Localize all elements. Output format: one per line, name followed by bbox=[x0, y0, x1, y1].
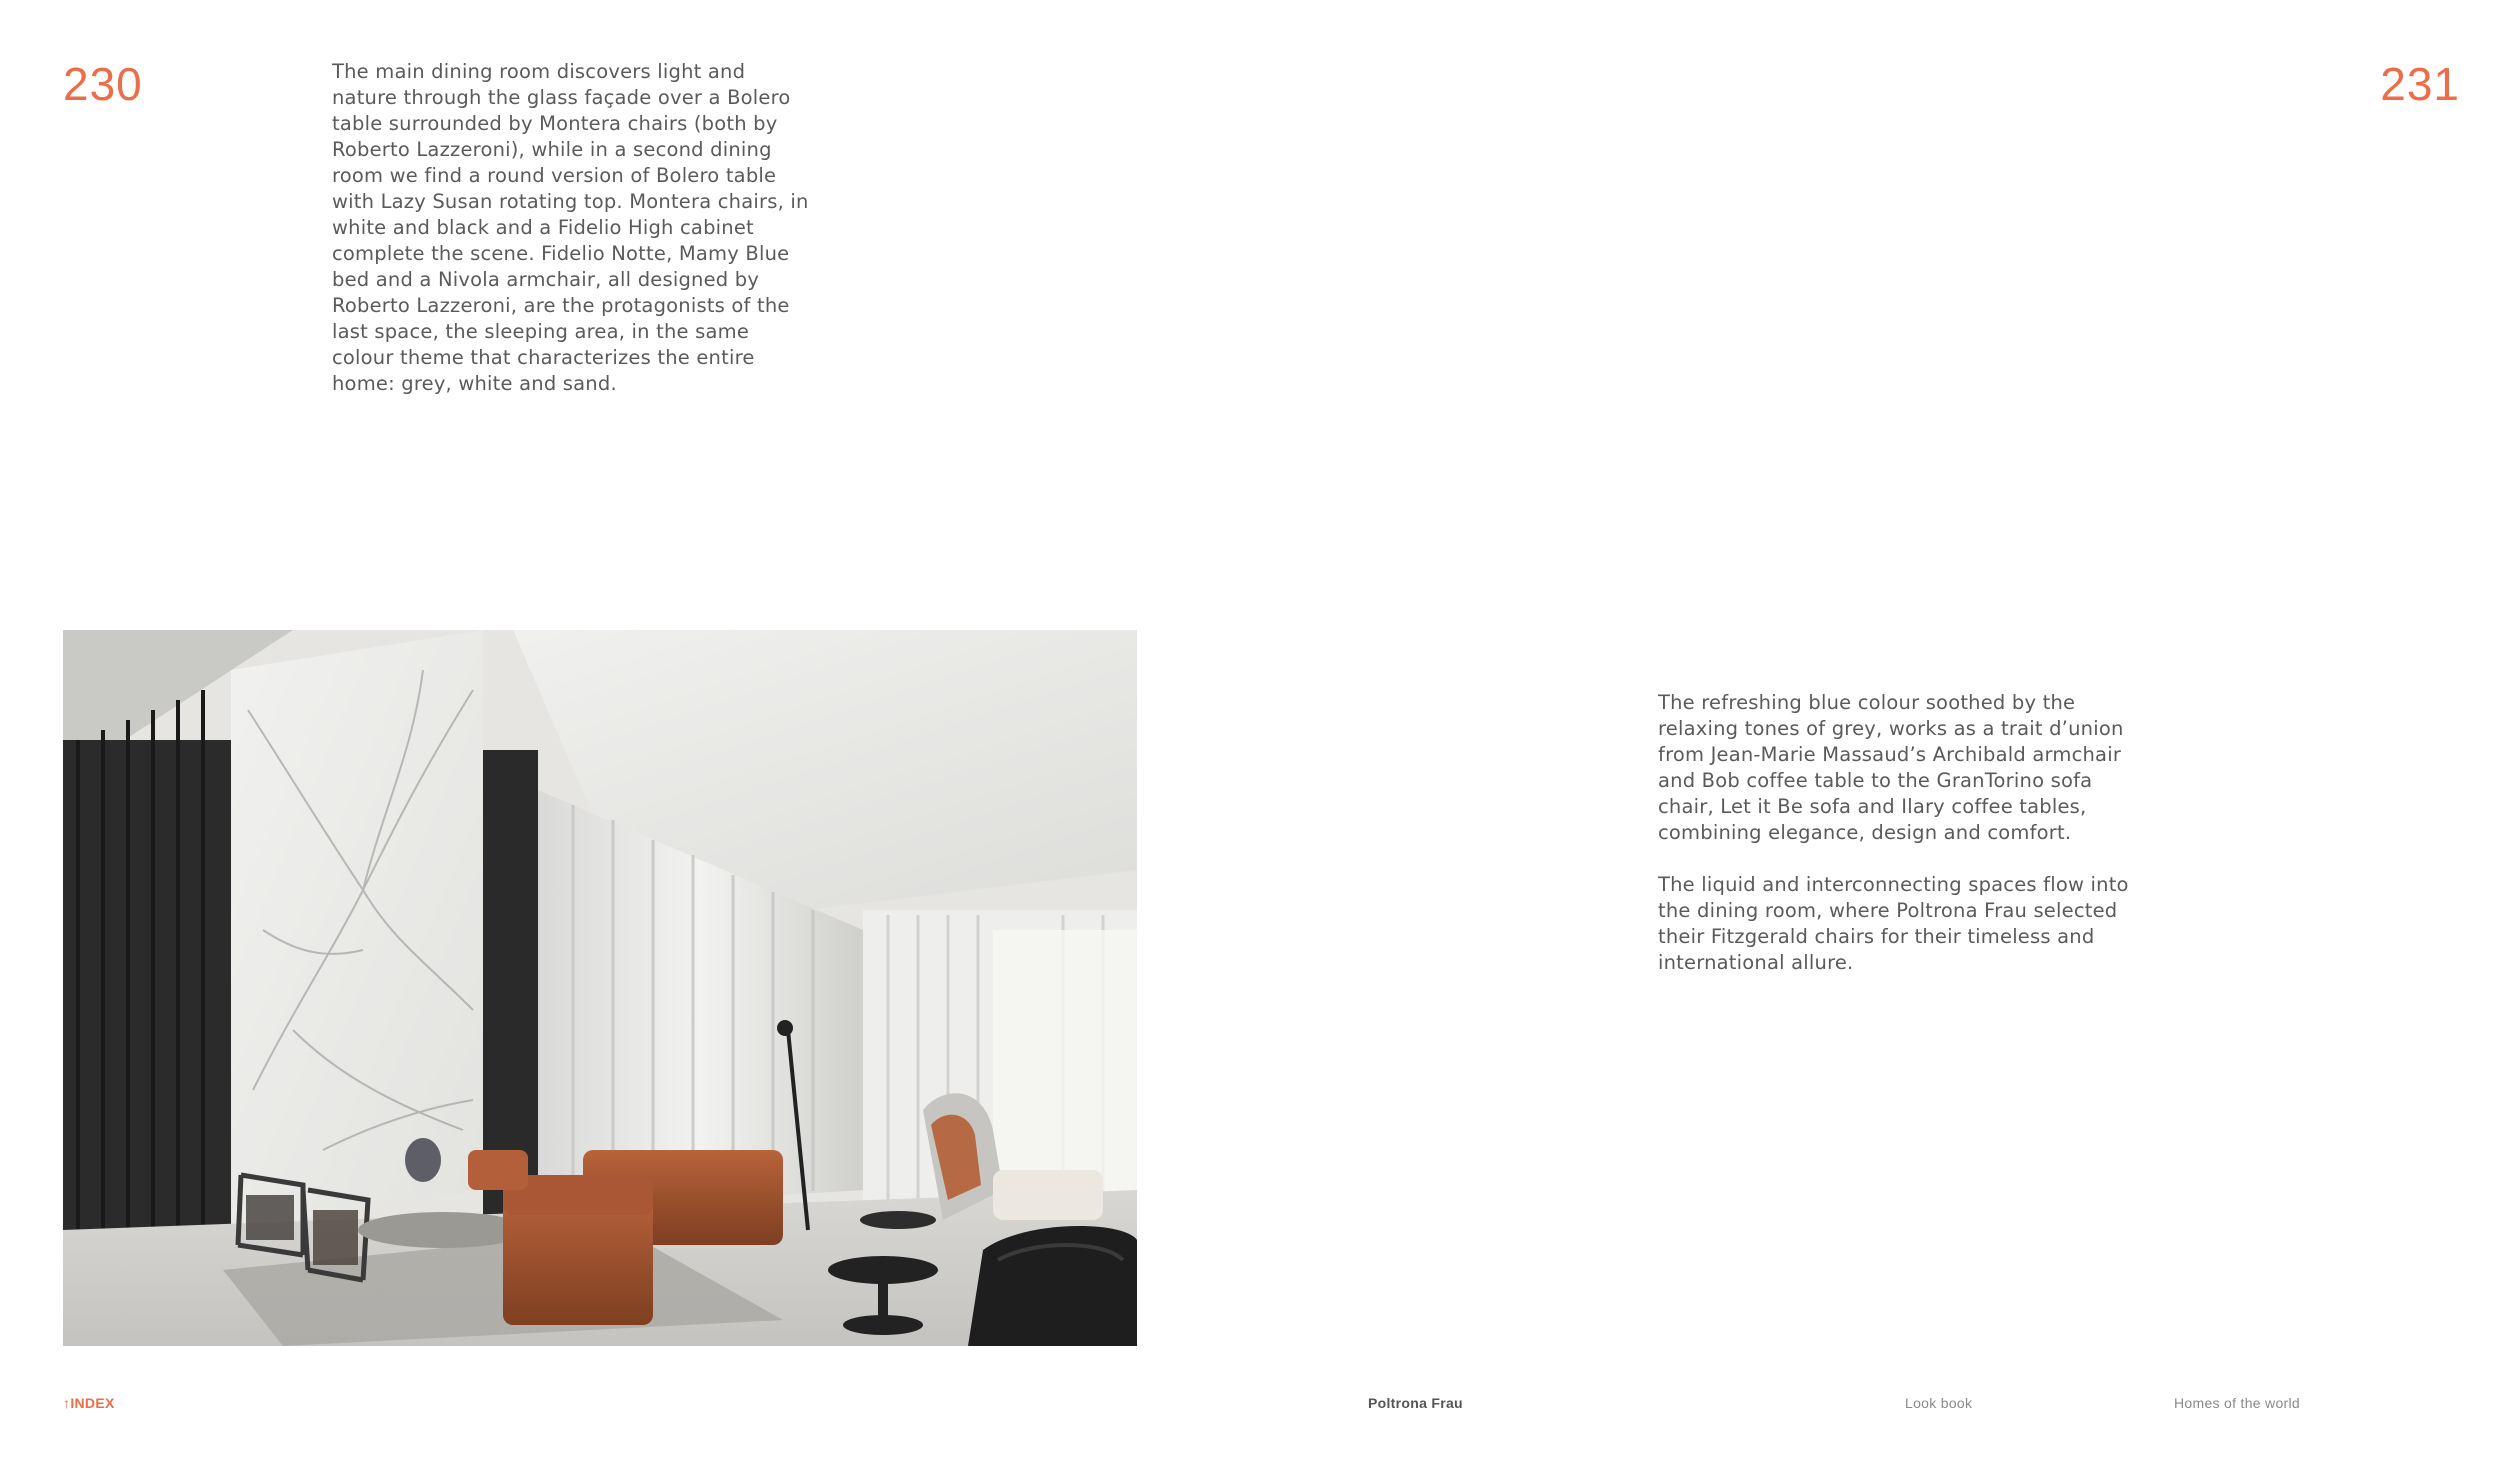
right-column-text bbox=[1658, 690, 2148, 1002]
right-paragraph-1: The refreshing blue colour soothed by the relaxing tones of grey, works as a trait d’union from Jean-Marie Massaud’s Archibald armchair and Bob coffee table to the GranTorino sofa chair, Let it Be sofa and Ilary coffee tables, combining elegance, design and comfort. bbox=[1658, 691, 2124, 844]
footer-chapter: Homes of the world bbox=[2174, 1395, 2301, 1411]
footer-section: Look book bbox=[1905, 1395, 1973, 1411]
page-number-left: 230 bbox=[63, 58, 143, 110]
living-room-photo bbox=[63, 630, 1137, 1346]
index-link[interactable] bbox=[63, 1394, 115, 1412]
index-label: INDEX bbox=[70, 1395, 115, 1411]
intro-paragraph: The main dining room discovers light and nature through the glass façade over a Bolero table surrounded by Montera chairs (both by Roberto Lazzeroni), while in a second dining room we find a round version of Bolero table with Lazy Susan rotating top. Montera chairs, in white and black and a Fidelio High cabinet complete the scene. Fidelio Notte, Mamy Blue bed and a Nivola armchair, all designed by Roberto Lazzeroni, are the protagonists of the last space, the sleeping area, in the same colour theme that characterizes the entire home: grey, white and sand. bbox=[332, 60, 809, 395]
arrow-up-icon: ↑ bbox=[63, 1395, 71, 1411]
page-number-right: 231 bbox=[2380, 58, 2460, 110]
right-paragraph-2: The liquid and interconnecting spaces flow into the dining room, where Poltrona Frau selected their Fitzgerald chairs for their timeless and international allure. bbox=[1658, 873, 2129, 974]
footer-brand: Poltrona Frau bbox=[1368, 1395, 1463, 1411]
